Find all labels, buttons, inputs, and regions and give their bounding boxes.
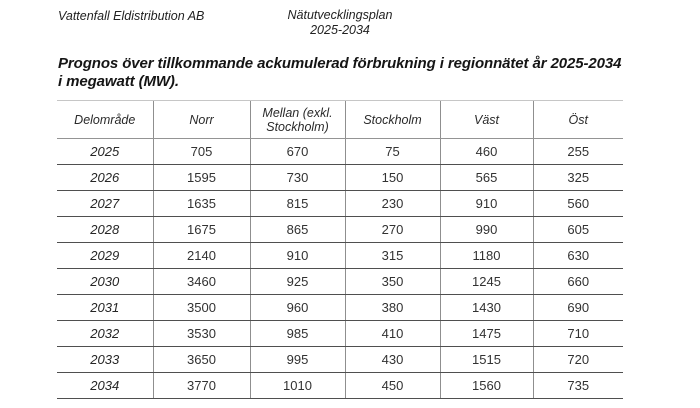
cell-value: 1430 — [440, 295, 533, 321]
document-title: Nätutvecklingsplan — [287, 8, 393, 22]
column-header-norr: Norr — [153, 101, 250, 139]
forecast-table — [57, 100, 623, 399]
cell-value: 660 — [533, 269, 623, 295]
cell-value: 150 — [345, 165, 440, 191]
row-year: 2033 — [57, 347, 153, 373]
cell-value: 430 — [345, 347, 440, 373]
table-row — [57, 269, 623, 295]
table-row — [57, 217, 623, 243]
cell-value: 1010 — [250, 373, 345, 399]
cell-value: 2140 — [153, 243, 250, 269]
table-header-row — [57, 101, 623, 139]
cell-value: 960 — [250, 295, 345, 321]
row-year: 2025 — [57, 139, 153, 165]
cell-value: 3460 — [153, 269, 250, 295]
cell-value: 350 — [345, 269, 440, 295]
cell-value: 75 — [345, 139, 440, 165]
table-row — [57, 243, 623, 269]
cell-value: 270 — [345, 217, 440, 243]
cell-value: 3530 — [153, 321, 250, 347]
table-row — [57, 321, 623, 347]
cell-value: 710 — [533, 321, 623, 347]
row-year: 2028 — [57, 217, 153, 243]
cell-value: 1560 — [440, 373, 533, 399]
page-title-line-2: i megawatt (MW). — [58, 72, 179, 90]
table-row — [57, 373, 623, 399]
cell-value: 720 — [533, 347, 623, 373]
cell-value: 410 — [345, 321, 440, 347]
cell-value: 460 — [440, 139, 533, 165]
row-year: 2034 — [57, 373, 153, 399]
column-header-vast: Väst — [440, 101, 533, 139]
table-row — [57, 347, 623, 373]
cell-value: 450 — [345, 373, 440, 399]
cell-value: 910 — [440, 191, 533, 217]
row-year: 2026 — [57, 165, 153, 191]
cell-value: 1595 — [153, 165, 250, 191]
row-year: 2027 — [57, 191, 153, 217]
cell-value: 3500 — [153, 295, 250, 321]
cell-value: 325 — [533, 165, 623, 191]
cell-value: 605 — [533, 217, 623, 243]
column-header-mellan: Mellan (exkl. Stockholm) — [250, 101, 345, 139]
cell-value: 1180 — [440, 243, 533, 269]
cell-value: 910 — [250, 243, 345, 269]
cell-value: 630 — [533, 243, 623, 269]
row-year: 2030 — [57, 269, 153, 295]
cell-value: 1475 — [440, 321, 533, 347]
cell-value: 255 — [533, 139, 623, 165]
cell-value: 995 — [250, 347, 345, 373]
cell-value: 670 — [250, 139, 345, 165]
table-row — [57, 295, 623, 321]
table-header — [57, 101, 623, 139]
cell-value: 565 — [440, 165, 533, 191]
cell-value: 990 — [440, 217, 533, 243]
page-title-line-1: Prognos över tillkommande ackumulerad förbrukning i regionnätet år 2025-2034 — [58, 55, 622, 72]
cell-value: 705 — [153, 139, 250, 165]
table-row — [57, 191, 623, 217]
page-title — [58, 55, 698, 90]
cell-value: 735 — [533, 373, 623, 399]
company-name: Vattenfall Eldistribution AB — [58, 9, 205, 23]
cell-value: 315 — [345, 243, 440, 269]
table-body — [57, 139, 623, 399]
cell-value: 925 — [250, 269, 345, 295]
cell-value: 730 — [250, 165, 345, 191]
cell-value: 815 — [250, 191, 345, 217]
cell-value: 985 — [250, 321, 345, 347]
document-period: 2025-2034 — [310, 22, 370, 37]
table-row — [57, 165, 623, 191]
cell-value: 865 — [250, 217, 345, 243]
table-row — [57, 139, 623, 165]
cell-value: 230 — [345, 191, 440, 217]
document-header — [270, 8, 410, 37]
cell-value: 1245 — [440, 269, 533, 295]
cell-value: 3770 — [153, 373, 250, 399]
cell-value: 560 — [533, 191, 623, 217]
cell-value: 1675 — [153, 217, 250, 243]
cell-value: 690 — [533, 295, 623, 321]
column-header-stockholm: Stockholm — [345, 101, 440, 139]
cell-value: 1635 — [153, 191, 250, 217]
row-year: 2032 — [57, 321, 153, 347]
cell-value: 1515 — [440, 347, 533, 373]
row-year: 2031 — [57, 295, 153, 321]
cell-value: 3650 — [153, 347, 250, 373]
column-header-delomrade: Delområde — [57, 101, 153, 139]
row-year: 2029 — [57, 243, 153, 269]
cell-value: 380 — [345, 295, 440, 321]
column-header-ost: Öst — [533, 101, 623, 139]
